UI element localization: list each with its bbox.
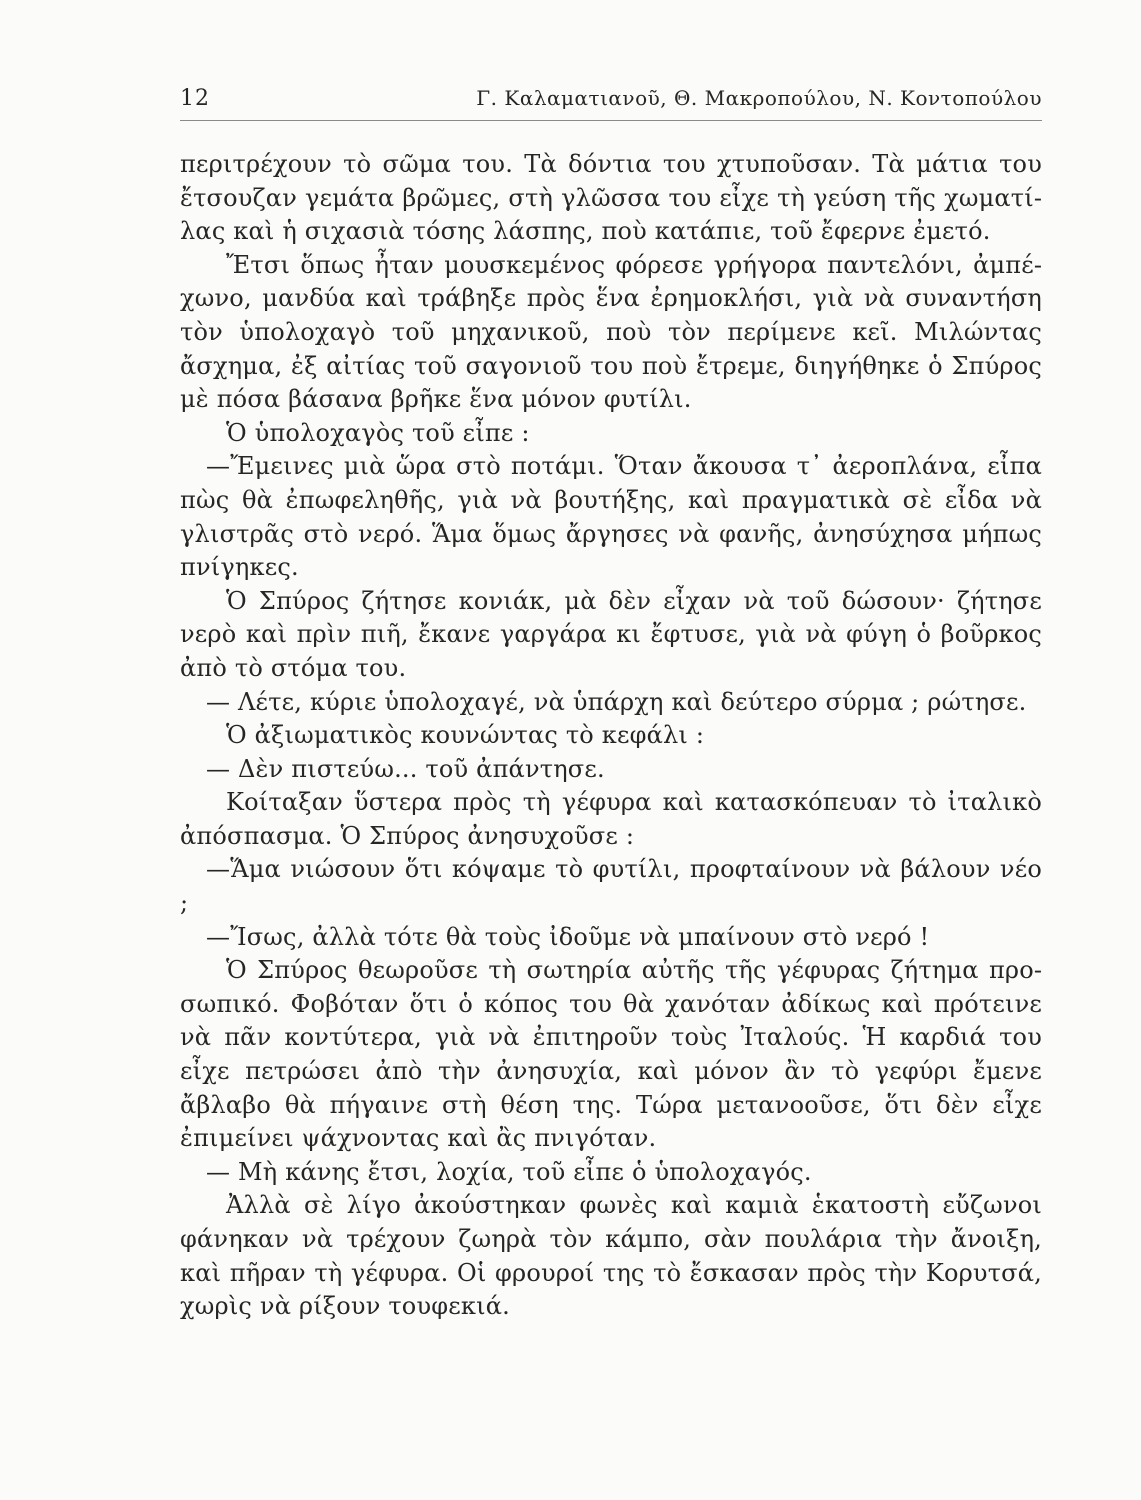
paragraph: Ὁ ὑπολοχαγὸς τοῦ εἶπε : [226,418,530,447]
dialogue-line: —Ἔμεινες μιὰ ὥρα στὸ ποτάμι. Ὅταν ἄκουσα τ᾿ ἀεροπλάνα, εἶπα πὼς θὰ ἐπωφεληθῆς, γιὰ νὰ βουτήξης, καὶ πραγματικὰ σὲ εἶδα νὰ γλιστρᾶς στὸ νερό. Ἅμα ὅμως ἄργησες νὰ φανῆς, ἀνησύχησα μήπως πνίγηκες. [180,452,1042,582]
paragraph: Ἀλλὰ σὲ λίγο ἀκούστηκαν φωνὲς καὶ καμιὰ ἑκατοστὴ εὔζωνοι φάνηκαν νὰ τρέχουν ζωηρὰ τὸν κάμπο, σὰν πουλάρια τὴν ἄνοιξη, καὶ πῆραν τὴ γέφυρα. Οἱ φρουροί της τὸ ἔσκασαν πρὸς τὴν Κορυτσά, χωρὶς νὰ ρίξουν τουφεκιά. [180,1191,1042,1321]
body-text [180,148,1042,1324]
dialogue-line: — Δὲν πιστεύω... τοῦ ἀπάντησε. [206,754,605,783]
paragraph: Ἔτσι ὅπως ἦταν μουσκεμένος φόρεσε γρήγορα παντελόνι, ἀμπέχωνο, μανδύα καὶ τράβηξε πρὸς ἕνα ἐρημοκλήσι, γιὰ νὰ συναντήση τὸν ὑπολοχαγὸ τοῦ μηχανικοῦ, ποὺ τὸν περίμενε κεῖ. Μιλώντας ἄσχημα, ἐξ αἰτίας τοῦ σαγονιοῦ του ποὺ ἔτρεμε, διηγήθηκε ὁ Σπύρος μὲ πόσα βάσανα βρῆκε ἕνα μόνον φυτίλι. [180,250,1042,414]
dialogue-line: — Μὴ κάνης ἔτσι, λοχία, τοῦ εἶπε ὁ ὑπολοχαγός. [206,1157,812,1186]
paragraph: Ὁ Σπύρος ζήτησε κονιάκ, μὰ δὲν εἶχαν νὰ τοῦ δώσουν· ζήτησε νερὸ καὶ πρὶν πιῆ, ἔκανε γαργάρα κι ἔφτυσε, γιὰ νὰ φύγη ὁ βοῦρκος ἀπὸ τὸ στόμα του. [180,586,1042,682]
paragraph: Ὁ ἀξιωματικὸς κουνώντας τὸ κεφάλι : [226,721,705,750]
dialogue-line: —Ἅμα νιώσουν ὅτι κόψαμε τὸ φυτίλι, προφταίνουν νὰ βάλουν νέο ; [180,855,1042,918]
paragraph: Ὁ Σπύρος θεωροῦσε τὴ σωτηρία αὐτῆς τῆς γέφυρας ζήτημα προσωπικό. Φοβόταν ὅτι ὁ κόπος του θὰ χανόταν ἀδίκως καὶ πρότεινε νὰ πᾶν κοντύτερα, γιὰ νὰ ἐπιτηροῦν τοὺς Ἰταλούς. Ἡ καρδιά του εἶχε πετρώσει ἀπὸ τὴν ἀνησυχία, καὶ μόνον ἂν τὸ γεφύρι ἔμενε ἄβλαβο θὰ πήγαινε στὴ θέση της. Τώρα μετανοοῦσε, ὅτι δὲν εἶχε ἐπιμείνει ψάχνοντας καὶ ἂς πνιγόταν. [180,956,1042,1153]
dialogue-line: — Λέτε, κύριε ὑπολοχαγέ, νὰ ὑπάρχη καὶ δεύτερο σύρμα ; ρώτησε. [206,687,1027,716]
page-header [180,86,1042,121]
dialogue-line: —Ἴσως, ἀλλὰ τότε θὰ τοὺς ἰδοῦμε νὰ μπαίνουν στὸ νερό ! [206,922,930,951]
paragraph: περιτρέχουν τὸ σῶμα του. Τὰ δόντια του χτυποῦσαν. Τὰ μάτια του ἔτσουζαν γεμάτα βρῶμες, στὴ γλῶσσα του εἶχε τὴ γεύση τῆς χωματίλας καὶ ἡ σιχασιὰ τόσης λάσπης, ποὺ κατάπιε, τοῦ ἔφερνε ἐμετό. [180,150,1042,246]
running-head: Γ. Καλαματιανοῦ, Θ. Μακροπούλου, Ν. Κοντοπούλου [476,86,1042,110]
page-number: 12 [180,86,210,111]
paragraph: Κοίταξαν ὕστερα πρὸς τὴ γέφυρα καὶ κατασκόπευαν τὸ ἰταλικὸ ἀπόσπασμα. Ὁ Σπύρος ἀνησυχοῦσε : [180,788,1042,850]
